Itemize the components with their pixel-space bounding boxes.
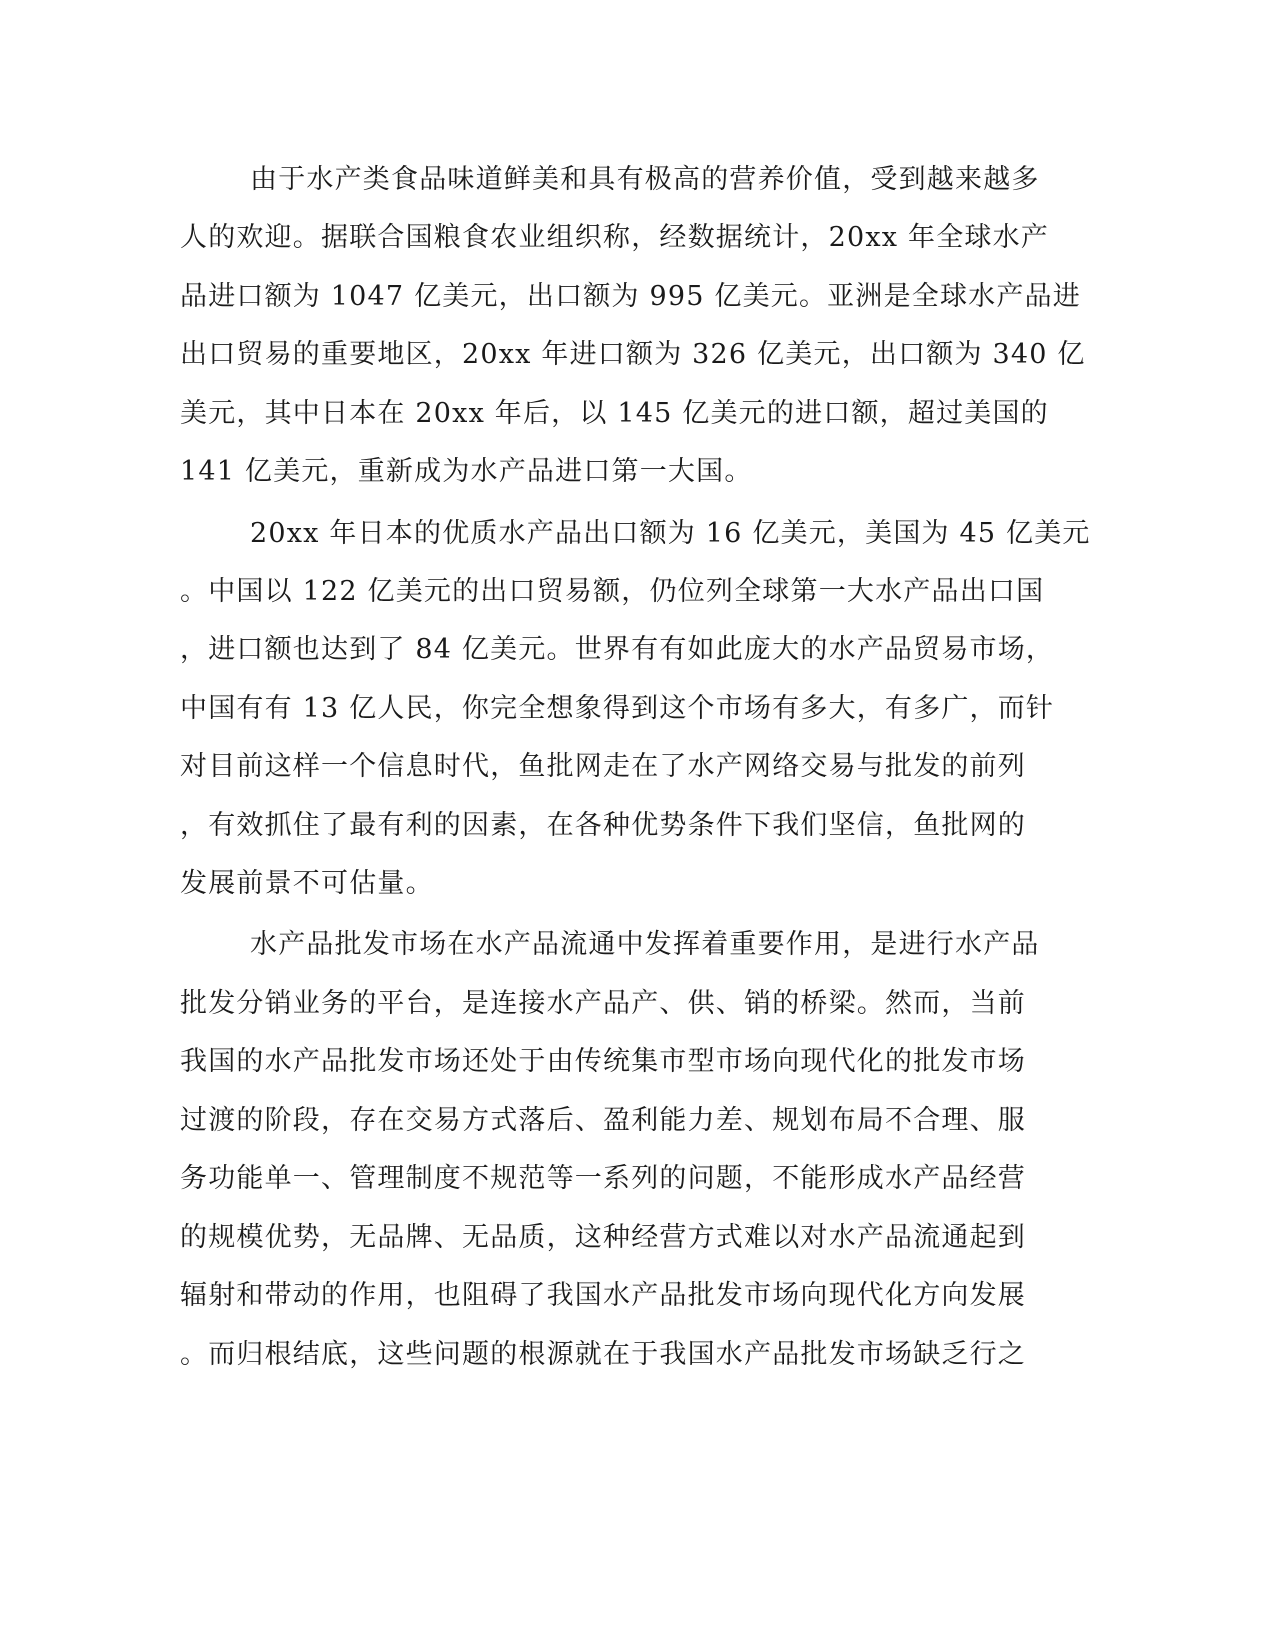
paragraph-1-line-1: 由于水产类食品味道鲜美和具有极高的营养价值，受到越来越多	[250, 164, 1040, 195]
paragraph-1-line-3: 品进口额为 1047 亿美元，出口额为 995 亿美元。亚洲是全球水产品进	[180, 281, 1081, 312]
paragraph-3-line-7: 辐射和带动的作用，也阻碍了我国水产品批发市场向现代化方向发展	[180, 1280, 1026, 1311]
paragraph-2-line-5: 对目前这样一个信息时代，鱼批网走在了水产网络交易与批发的前列	[180, 751, 1026, 782]
paragraph-3-line-1: 水产品批发市场在水产品流通中发挥着重要作用，是进行水产品	[250, 929, 1040, 960]
paragraph-1-line-6: 141 亿美元，重新成为水产品进口第一大国。	[180, 456, 753, 487]
paragraph-2-line-3: ，进口额也达到了 84 亿美元。世界有有如此庞大的水产品贸易市场，	[180, 634, 1055, 665]
paragraph-3-line-5: 务功能单一、管理制度不规范等一系列的问题，不能形成水产品经营	[180, 1163, 1026, 1194]
paragraph-2-line-4: 中国有有 13 亿人民，你完全想象得到这个市场有多大，有多广，而针	[180, 693, 1055, 724]
paragraph-3-line-2: 批发分销业务的平台，是连接水产品产、供、销的桥梁。然而，当前	[180, 988, 1026, 1019]
paragraph-2-line-7: 发展前景不可估量。	[180, 868, 434, 899]
paragraph-2-line-2: 。中国以 122 亿美元的出口贸易额，仍位列全球第一大水产品出口国	[180, 576, 1045, 607]
paragraph-2-line-1: 20xx 年日本的优质水产品出口额为 16 亿美元，美国为 45 亿美元	[250, 518, 1091, 549]
paragraph-1-line-2: 人的欢迎。据联合国粮食农业组织称，经数据统计，20xx 年全球水产	[180, 222, 1049, 253]
paragraph-1-line-4: 出口贸易的重要地区，20xx 年进口额为 326 亿美元，出口额为 340 亿	[180, 339, 1086, 370]
paragraph-3-line-8: 。而归根结底，这些问题的根源就在于我国水产品批发市场缺乏行之	[180, 1339, 1026, 1370]
paragraph-3-line-6: 的规模优势，无品牌、无品质，这种经营方式难以对水产品流通起到	[180, 1222, 1026, 1253]
paragraph-1-line-5: 美元，其中日本在 20xx 年后，以 145 亿美元的进口额，超过美国的	[180, 398, 1049, 429]
paragraph-3-line-4: 过渡的阶段，存在交易方式落后、盈利能力差、规划布局不合理、服	[180, 1105, 1026, 1136]
paragraph-2-line-6: ，有效抓住了最有利的因素，在各种优势条件下我们坚信，鱼批网的	[180, 810, 1026, 841]
paragraph-3-line-3: 我国的水产品批发市场还处于由传统集市型市场向现代化的批发市场	[180, 1046, 1026, 1077]
